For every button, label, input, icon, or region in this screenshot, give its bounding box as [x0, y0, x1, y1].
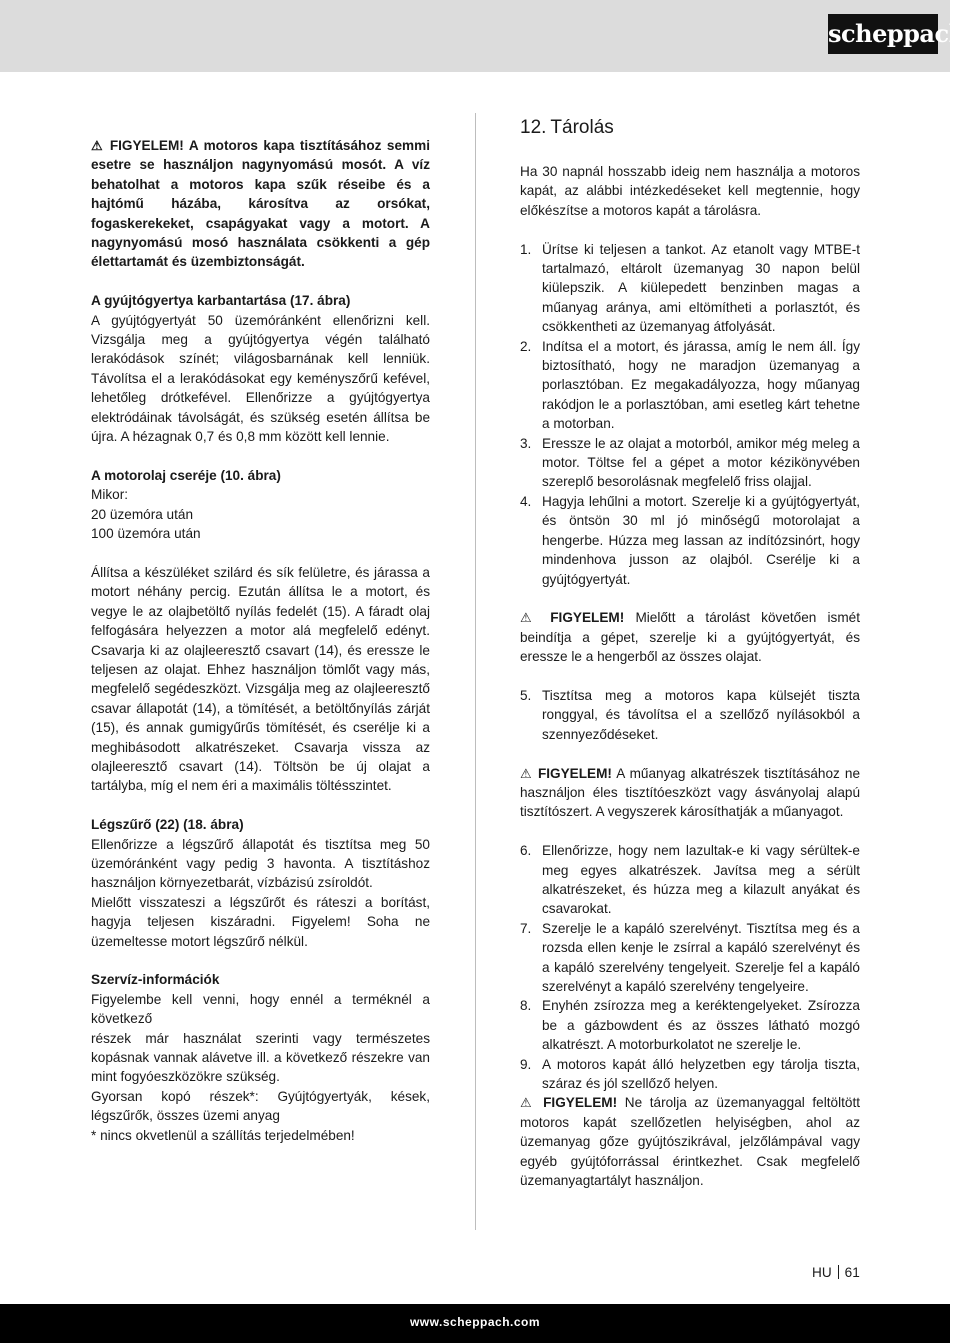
service-info-text-1: Figyelembe kell venni, hogy ennél a terméknél a következő — [91, 991, 430, 1027]
oil-when-1: 20 üzemóra után — [91, 506, 194, 522]
warning-triangle-icon: ⚠ — [520, 765, 533, 781]
spark-plug-title: A gyújtógyertya karbantartása (17. ábra) — [91, 293, 351, 309]
list-item: 3. Eressze le az olajat a motorból, amikor még meleg a motor. Töltse fel a gépet a motor kézikönyvében szereplő besorolásnak megfelelő friss olajjal. — [520, 435, 860, 490]
service-info-text-4: * nincs okvetlenül a szállítás terjedelmében! — [91, 1127, 355, 1143]
list-item: 5. Tisztítsa meg a motoros kapa külsejét tiszta ronggyal, és távolítsa el a szellőző nyílásokból a szennyeződéseket. — [520, 687, 860, 742]
header-band — [0, 0, 950, 72]
warning-fuel-storage: ⚠ FIGYELEM! Ne tárolja az üzemanyaggal feltöltött motoros kapát szellőzetlen helyiségben, ahol az üzemanyag gőze gyújtószikrával, jelzőlámpával vagy egyéb gyújtóforrással érintkezhet. Csak megfelelő üzemanyagtartályt használjon. — [520, 1095, 861, 1189]
column-divider — [475, 113, 476, 1230]
right-column — [520, 116, 860, 1190]
storage-intro: Ha 30 napnál hosszabb ideig nem használja a motoros kapát, az alábbi intézkedéseket kell megtennie, hogy előkészítse a motoros kapát a tárolásra. — [520, 164, 860, 218]
oil-change-title: A motorolaj cseréje (10. ábra) — [91, 467, 281, 483]
air-filter-text-1: Ellenőrizze a légszűrő állapotát és tisztítsa meg 50 üzemóránként vagy pedig 3 havonta. A tisztításhoz használjon környezetbarát, vízbázisú zsíroldót. — [91, 836, 430, 891]
spark-plug-text: A gyújtógyertyát 50 üzemóránként ellenőrizni kell. Vizsgálja meg a gyújtógyertya végén található lerakódások színét; világosbarnának kell lenniük. Távolítsa el a lerakódásokat egy keményszőrű kefével, lehetőleg drótkefével. Ellenőrizze a gyújtógyertya elektródáinak távolságát, és szükség esetén állítsa be újra. A hézagnak 0,7 és 0,8 mm között kell lennie. — [91, 312, 430, 445]
service-info-text-3: Gyorsan kopó részek*: Gyújtógyertyák, kések, légszűrők, összes üzemi anyag — [91, 1088, 430, 1124]
section-heading: 12. Tárolás — [520, 117, 614, 138]
scheppach-logo: scheppach — [828, 14, 938, 54]
service-info-text-2: részek már használat szerinti vagy természetes kopásnak vannak alávetve ill. a következő részekre van mint fogyóeszközökre szükség. — [91, 1030, 430, 1085]
list-item: 2. Indítsa el a motort, és járassa, amíg le nem áll. Így biztosítható, hogy ne maradjon üzemanyag a porlasztóban. Ez megakadályozza, hogy műanyag rakódjon le a porlasztóban, ami esetleg kárt tehetne a motorban. — [520, 338, 860, 432]
oil-change-text: Állítsa a készüléket szilárd és sík felületre, és járassa a motort néhány percig. Ezután állítsa le a motort, és vegye le az olajbetöltő nyílás fedelét (15). A fáradt olaj felfogására helyezzen a motor alá megfelelő edényt. Csavarja ki az olajleeresztő csavart (14), és eressze le teljesen az olajat. Ehhez használjon tömlőt vagy más, megfelelő segédeszközt. Vizsgálja meg az olajleeresztő csavar állapotát (14), a tömítését, a betöltőnyílás zárját (15), és annak gumigyűrűs tömítését, és cserélje ki a meghibásodott alkatrészeket. Csavarja vissza az olajleeresztő csavart (14). Töltsön be új olajat a tartályba, míg el nem éri a maximális töltésszintet. — [91, 564, 430, 794]
warning-plastic: ⚠ FIGYELEM! A műanyag alkatrészek tisztításához ne használjon éles tisztítóeszközt vagy ásványolaj alapú tisztítószert. A vegyszerek károsíthatják a műanyagot. — [520, 765, 860, 820]
air-filter-text-2: Mielőtt visszateszi a légszűrőt és ráteszi a borítást, hagyja teljesen kiszáradni. Figyelem! Soha ne üzemeltesse motort légszűrő nélkül. — [91, 894, 430, 949]
footer-url: www.scheppach.com — [0, 1304, 950, 1343]
storage-steps-c — [520, 841, 860, 1093]
page-number: HU 61 — [812, 1265, 860, 1280]
list-item: 4. Hagyja lehűlni a motort. Szerelje ki a gyújtógyertyát, és öntsön 30 ml jó minőségű motorolajat a hengerbe. Húzza meg lassan az indítózsinórt, hogy mindenhova jusson az olajból. Cserélje ki a gyújtógyertyát. — [520, 493, 860, 587]
list-item: 1. Ürítse ki teljesen a tankot. Az etanolt vagy MTBE-t tartalmazó, eltárolt üzemanyag 30 napon belül kiülepszik. A kiülepedett benzinben magas a műanyag aránya, ami eltömítheti a porlasztót, és csökkentheti az üzemanyag átfolyását. — [520, 241, 860, 335]
list-item: 6. Ellenőrizze, hogy nem lazultak-e ki vagy sérültek-e meg egyes alkatrészek. Javítsa meg a sérült alkatrészeket, és húzza meg a kilazult anyákat és csavarokat. — [520, 843, 860, 917]
list-item: 7. Szerelje le a kapáló szerelvényt. Tisztítsa meg és a rozsda ellen kenje le zsírral a kapáló szerelvényt és a kapáló szerelvény tengelyeit. Szerelje fel a kapáló szerelvényt a kapáló szerelvény tengelyeire. — [520, 920, 860, 994]
oil-when-label: Mikor: — [91, 487, 129, 503]
warning-triangle-icon: ⚠ — [520, 610, 540, 626]
warning-pressure-washer: ⚠ FIGYELEM! A motoros kapa tisztításához semmi esetre se használjon nagynyomású mosót. A víz behatolhat a motoros kapa szűk réseibe és a hajtómű házába, károsítva az orsókat, fogaskerekeket, csapágyakat vagy a motort. A nagynyomású mosó használata csökkenti a gép élettartamát és üzembiztonságát. — [91, 138, 430, 270]
warning-restart: ⚠ FIGYELEM! Mielőtt a tárolást követően ismét beindítja a gépet, szerelje ki a gyújtógyertyát, és eressze le a hengerből az összes olajat. — [520, 610, 861, 665]
oil-when-2: 100 üzemóra után — [91, 526, 201, 542]
air-filter-title: Légszűrő (22) (18. ábra) — [91, 817, 244, 833]
storage-steps-a — [520, 240, 860, 589]
warning-triangle-icon: ⚠ — [91, 138, 105, 153]
warning-triangle-icon: ⚠ — [520, 1095, 536, 1111]
list-item: 8. Enyhén zsírozza meg a keréktengelyeket. Zsírozza be a gázbowdent és az összes látható mozgó alkatrészt. A motorburkolatot ne szerelje le. — [520, 998, 860, 1053]
list-item: 9. A motoros kapát álló helyzetben egy tárolja tiszta, száraz és jól szellőző helyen. — [520, 1056, 860, 1092]
storage-steps-b — [520, 686, 860, 744]
left-column — [91, 136, 430, 1145]
service-info-title: Szervíz-információk — [91, 972, 220, 988]
